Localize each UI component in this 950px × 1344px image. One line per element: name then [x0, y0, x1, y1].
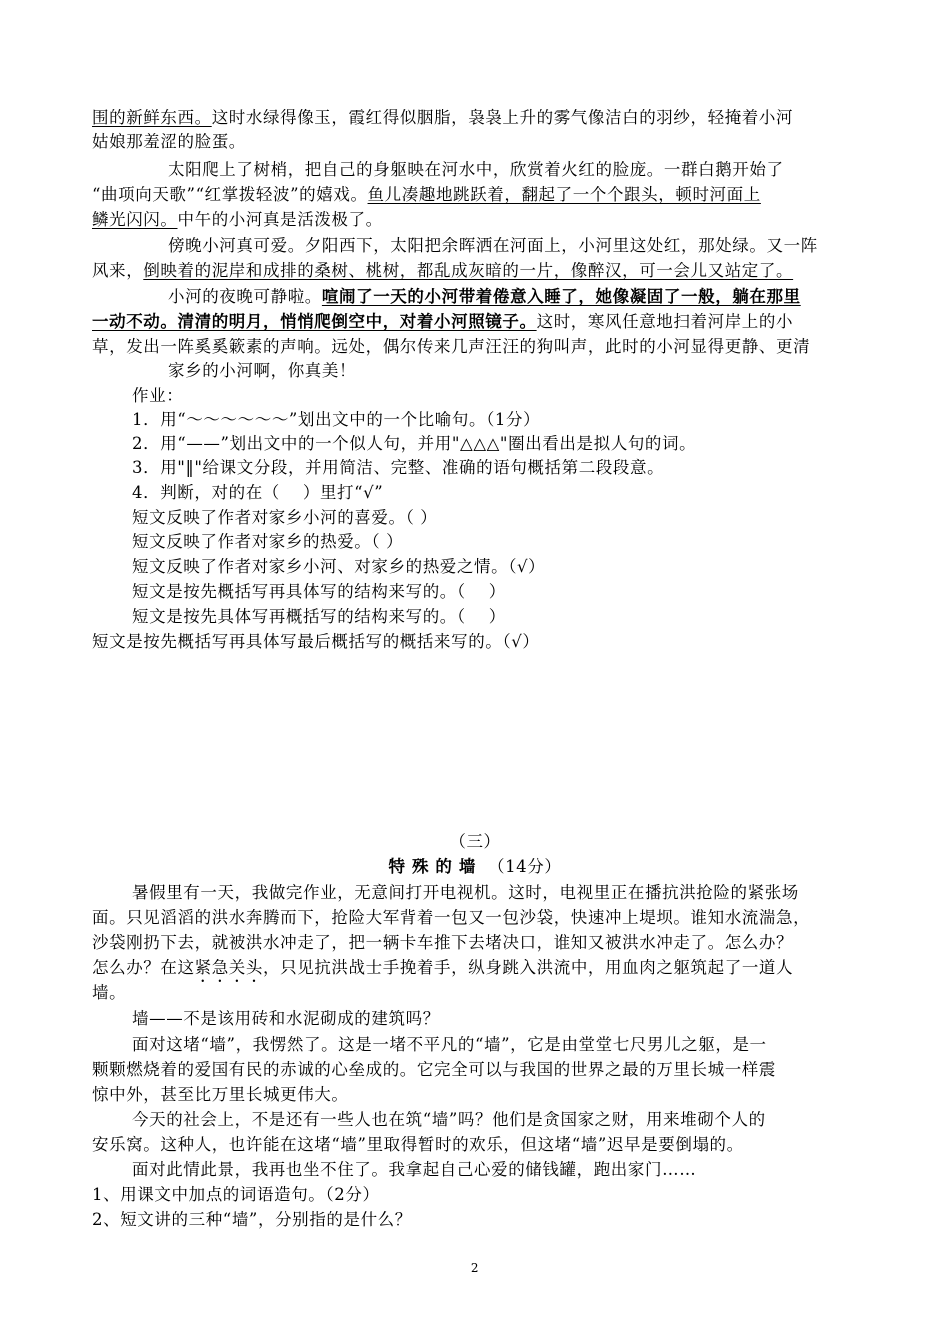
passage3-question-1: 1、用课文中加点的词语造句。（2分） [92, 1185, 380, 1204]
text: 怎么办？在这 [92, 958, 195, 977]
passage2-line [92, 183, 862, 207]
section-title [0, 855, 950, 879]
title-text: 特 殊 的 墙 [388, 857, 476, 876]
judgement-item: 短文是按先具体写再概括写的结构来写的。（ ） [132, 607, 506, 626]
passage3-line: 面对此情此景，我再也坐不住了。我拿起自己心爱的储钱罐，跑出家门…… [132, 1160, 697, 1179]
judgement-item: 短文反映了作者对家乡小河的喜爱。（ ） [132, 508, 438, 527]
homework-title: 作业： [132, 386, 184, 405]
text: 这时水绿得像玉，霞红得似胭脂，袅袅上升的雾气像洁白的羽纱，轻掩着小河 [211, 108, 794, 127]
underlined-text: 鱼儿凑趣地跳跃着，翻起了一个个跟头，顿时河面上 [367, 185, 761, 204]
passage2-line: 太阳爬上了树梢，把自己的身躯映在河水中，欣赏着火红的脸庞。一群白鹅开始了 [168, 160, 784, 179]
judgement-item: 短文是按先概括写再具体写最后概括写的概括来写的。（√） [92, 632, 540, 651]
page-number: 2 [470, 1261, 480, 1275]
text: “曲项向天歌”“红掌拨轻波”的嬉戏。 [92, 185, 368, 204]
passage3-line: 墙。 [92, 983, 127, 1002]
passage3-line: 面对这堵“墙”，我愣然了。这是一堵不平凡的“墙”，它是由堂堂七尺男儿之躯，是一 [132, 1035, 767, 1054]
passage3-line: 暑假里有一天，我做完作业，无意间打开电视机。这时，电视里正在播抗洪抢险的紧张场 [132, 883, 799, 902]
passage2-line: 傍晚小河真可爱。夕阳西下，太阳把余晖洒在河面上，小河里这处红，那处绿。又一阵 [168, 236, 818, 255]
text: 这时，寒风任意地扫着河岸上的小 [536, 312, 794, 331]
text: 中午的小河真是活泼极了。 [177, 210, 383, 229]
question-2: 2．用“——”划出文中的一个似人句，并用"△△△"圈出看出是拟人句的词。 [132, 434, 697, 453]
score-text: （14分） [487, 857, 562, 876]
passage3-line: 今天的社会上，不是还有一些人也在筑“墙”吗？他们是贪国家之财，用来堆砌个人的 [132, 1110, 766, 1129]
dotted-words: 紧急关头 [194, 958, 264, 977]
passage3-line: 颗颗燃烧着的爱国有民的赤诚的心垒成的。它完全可以与我国的世界之最的万里长城一样震 [92, 1060, 776, 1079]
underlined-text: 鳞光闪闪。 [92, 210, 178, 229]
passage2-line: 家乡的小河啊，你真美！ [168, 361, 357, 380]
bold-underlined-text: 喧闹了一天的小河带着倦意入睡了，她像凝固了一般，躺在那里 [321, 287, 801, 306]
question-3: 3．用"‖"给课文分段，并用简洁、完整、准确的语句概括第二段段意。 [132, 458, 665, 477]
passage2-line [92, 259, 862, 283]
judgement-item: 短文是按先概括写再具体写的结构来写的。（ ） [132, 582, 506, 601]
text: ，只见抗洪战士手挽着手，纵身跳入洪流中，用血肉之躯筑起了一道人 [263, 958, 794, 977]
passage3-line: 安乐窝。这种人，也许能在这堵“墙”里取得暂时的欢乐，但这堵“墙”迟早是要倒塌的。 [92, 1135, 744, 1154]
judgement-item: 短文反映了作者对家乡的热爱。（ ） [132, 532, 404, 551]
question-4: 4．判断，对的在（ ）里打“√” [132, 483, 384, 502]
bold-underlined-text: 一动不动。清清的明月，悄悄爬倒空中，对着小河照镜子。 [92, 312, 537, 331]
judgement-item: 短文反映了作者对家乡小河、对家乡的热爱之情。（√） [132, 557, 546, 576]
passage2-line [168, 285, 938, 309]
passage3-line: 面。只见滔滔的洪水奔腾而下，抢险大军背着一包又一包沙袋，快速冲上堤坝。谁知水流湍急， [92, 908, 811, 927]
passage3-line: 惊中外，甚至比万里长城更伟大。 [92, 1085, 349, 1104]
underlined-text: 倒映着的泥岸和成排的桑树、桃树，都乱成灰暗的一片，像醉汉，可一会儿又站定了。 [143, 261, 794, 280]
text: 风来， [92, 261, 144, 280]
passage2-line [92, 208, 862, 232]
passage2-line: 姑娘那羞涩的脸蛋。 [92, 132, 246, 151]
section-number: （三） [449, 832, 501, 851]
passage2-line [92, 310, 862, 334]
underlined-text: 围的新鲜东西。 [92, 108, 212, 127]
passage3-line: 沙袋刚扔下去，就被洪水冲走了，把一辆卡车推下去堵决口，谁知又被洪水冲走了。怎么办？ [92, 933, 794, 952]
passage3-question-2: 2、短文讲的三种“墙”，分别指的是什么？ [92, 1210, 412, 1229]
question-1: 1．用“～～～～～～”划出文中的一个比喻句。（1分） [132, 410, 541, 429]
passage3-line: 墙——不是该用砖和水泥砌成的建筑吗？ [132, 1009, 440, 1028]
passage2-line [92, 106, 862, 130]
text: 小河的夜晚可静啦。 [168, 287, 322, 306]
passage2-line: 草，发出一阵奚奚簌素的声响。远处，偶尔传来几声汪汪的狗叫声，此时的小河显得更静、更清 [92, 337, 811, 356]
